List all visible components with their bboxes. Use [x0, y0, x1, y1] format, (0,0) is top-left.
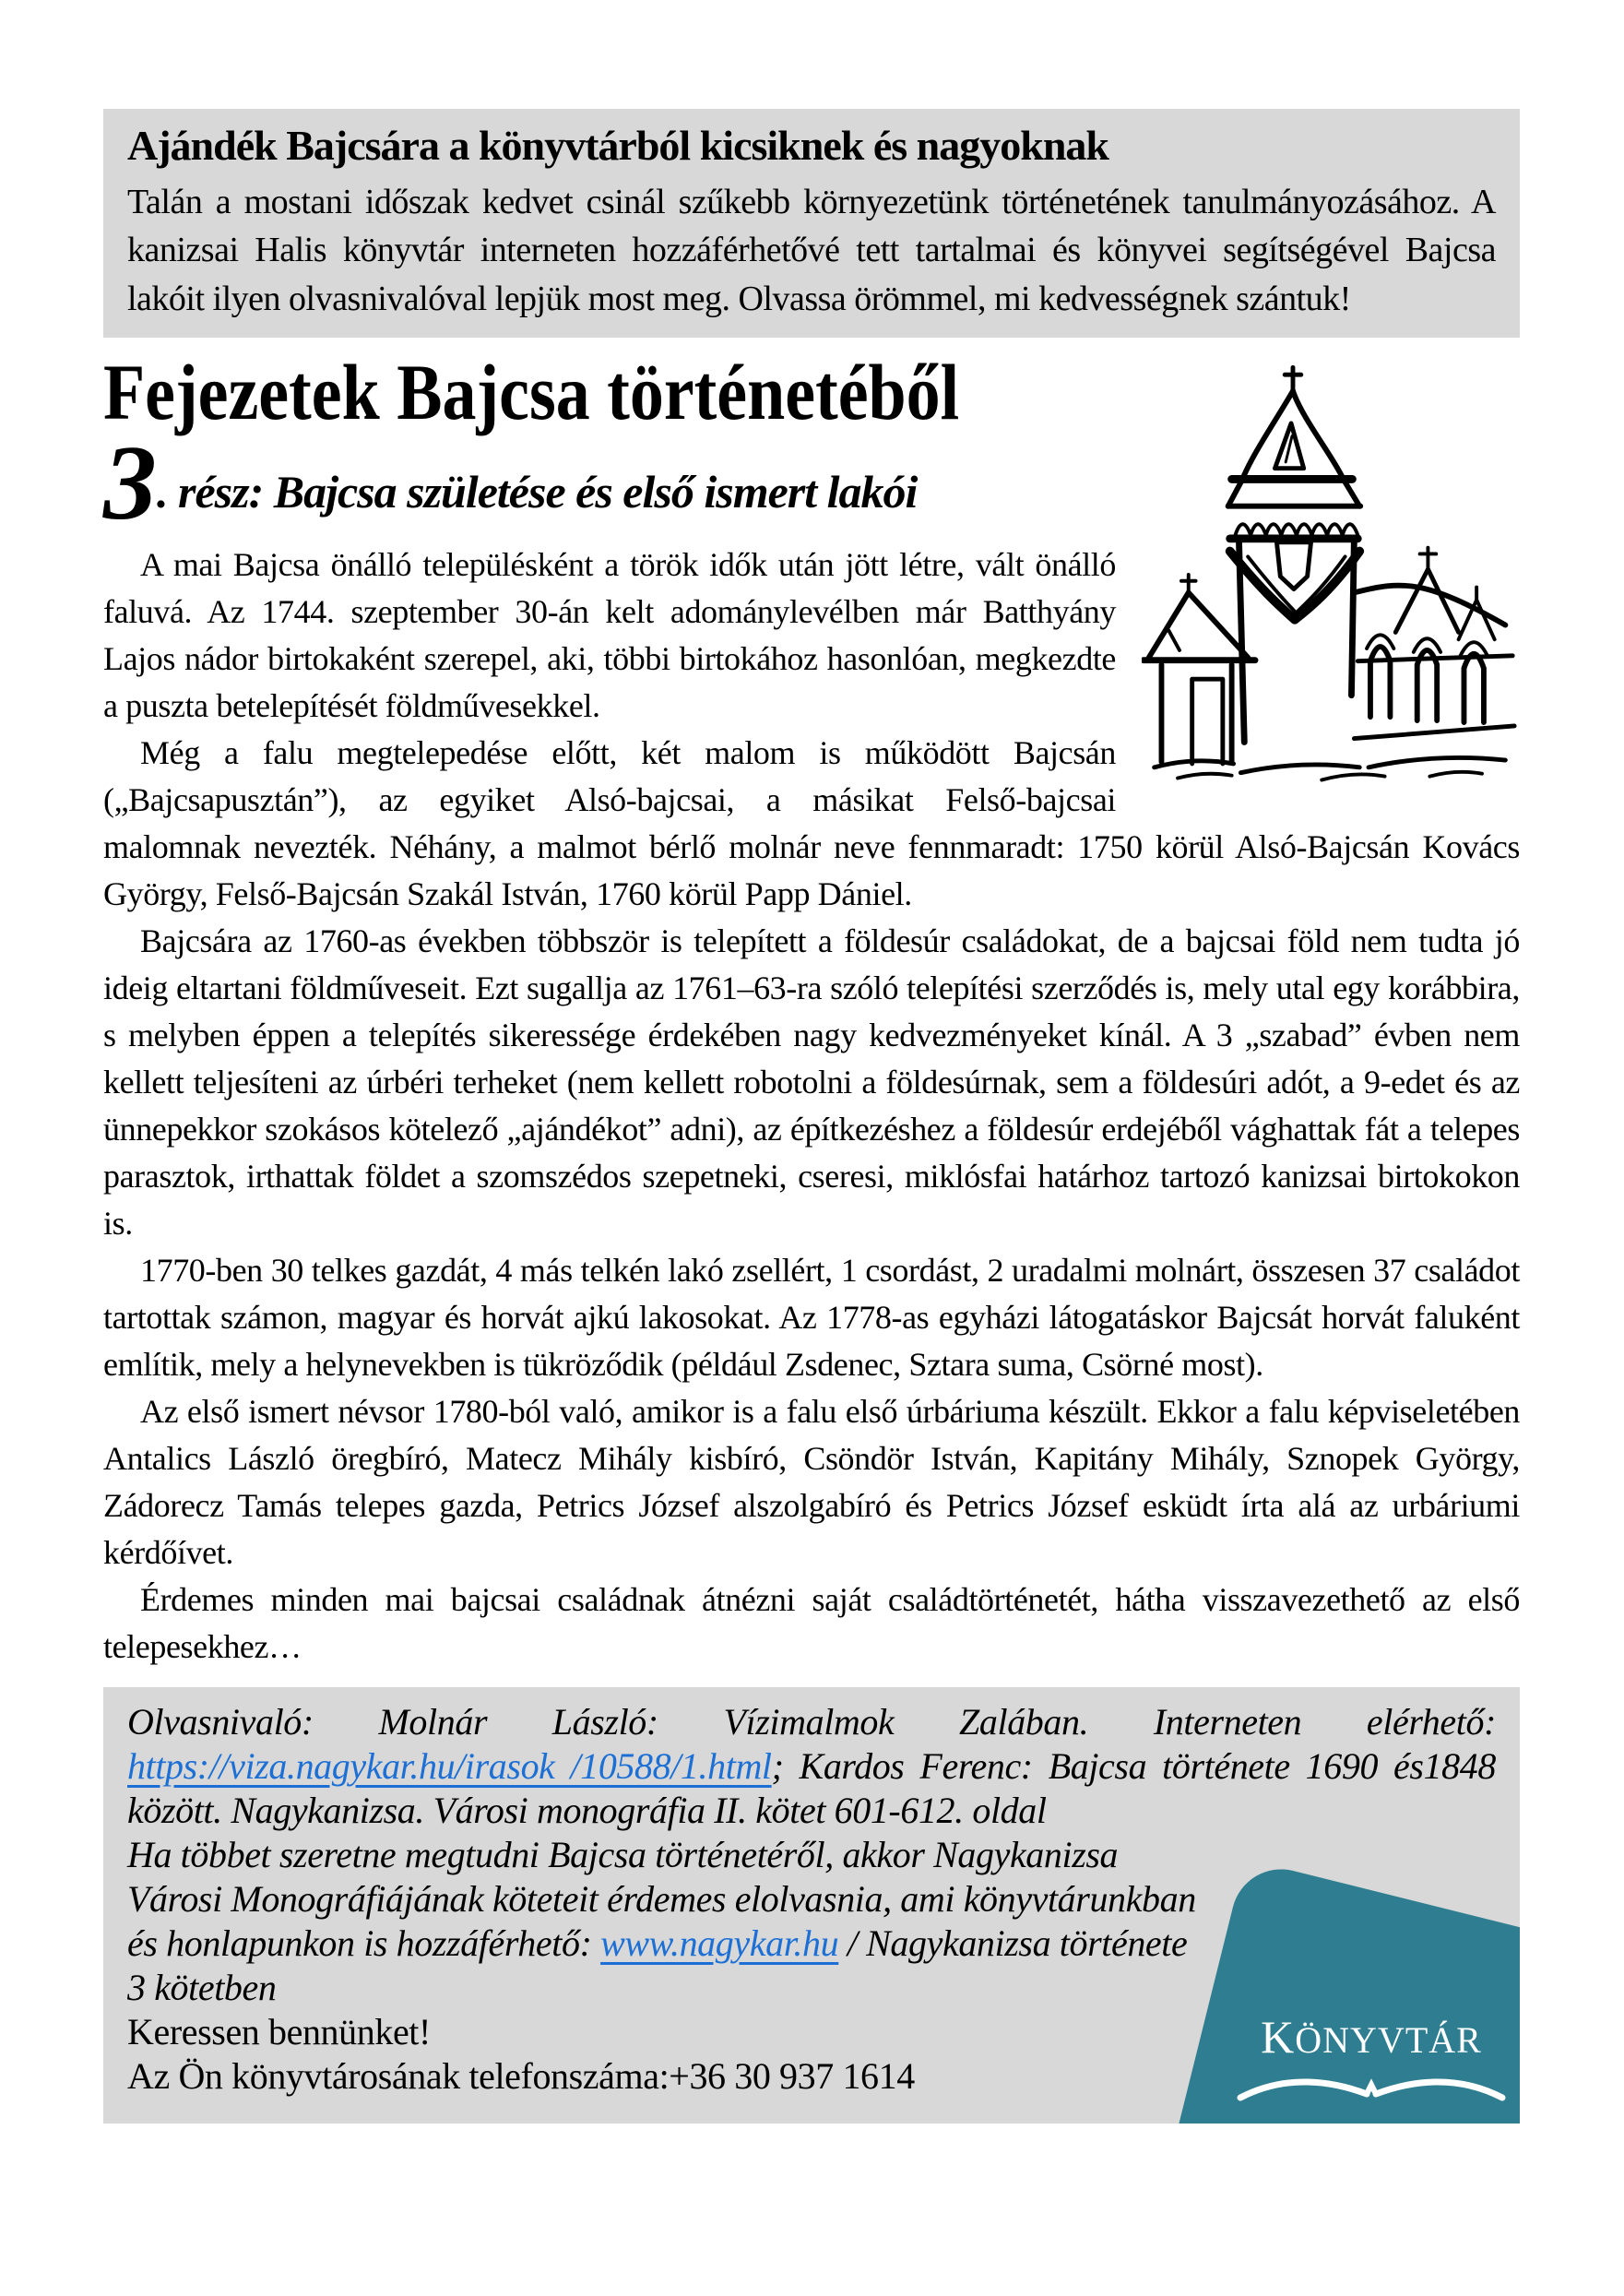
intro-box	[103, 109, 1520, 338]
part-title: . rész: Bajcsa születése és első ismert lakói	[157, 466, 918, 518]
more-prefix: Ha többet szeretne megtudni Bajcsa történetéről, akkor Nagykanizsa Városi Monográfiájának köteteit érdemes elolvasnia, ami könyvtárunkban és honlapunkon is hozzáférhető:	[127, 1834, 1196, 1964]
part-number: 3	[103, 424, 157, 543]
footer-box	[103, 1687, 1520, 2124]
intro-title: Ajándék Bajcsára a könyvtárból kicsiknek és nagyoknak	[127, 122, 1108, 169]
paragraph-6: Érdemes minden mai bajcsai családnak átnézni saját családtörténetét, hátha visszavezethető az első telepesekhez…	[103, 1581, 1520, 1665]
phone-line: Az Ön könyvtárosának telefonszáma:+36 30 937 1614	[127, 2055, 915, 2097]
paragraph-1: A mai Bajcsa önálló településként a török idők után jött létre, vált önálló faluvá. Az 1744. szeptember 30-án kelt adománylevélben már Batthyány Lajos nádor birtokaként szerepel, aki, többi birtokához hasonlóan, megkezdte a puszta betelepítését földművesekkel.	[103, 546, 1116, 724]
intro-body: Talán a mostani időszak kedvet csinál szűkebb környezetünk történetének tanulmányozásához. A kanizsai Halis könyvtár interneten hozzáférhetővé tett tartalmai és könyvei segítségével Bajcsa lakóit ilyen olvasnivalóval lepjük most meg. Olvassa örömmel, mi kedvességnek szántuk!	[127, 182, 1496, 318]
library-logo	[1233, 2012, 1510, 2107]
logo-text: KÖNYVTÁR	[1261, 2011, 1482, 2063]
article	[103, 348, 1520, 1671]
reading-list	[127, 1700, 1496, 1833]
reading-prefix: Olvasnivaló: Molnár László: Vízimalmok Zalában. Interneten elérhető:	[127, 1701, 1496, 1743]
more-suffix: / Nagykanizsa története 3 kötetben	[127, 1922, 1188, 2008]
paragraph-2: Még a falu megtelepedése előtt, két malom is működött Bajcsán („Bajcsapusztán”), az egyiket Alsó-bajcsai, a másikat Felső-bajcsai malomnak nevezték. Néhány, a malmot bérlő molnár neve fennmaradt: 1750 körül Alsó-Bajcsán Kovács György, Felső-Bajcsán Szakál István, 1760 körül Papp Dániel.	[103, 734, 1520, 912]
seek-us: Keressen bennünket!	[127, 2011, 431, 2052]
reading-middle: ; Kardos Ferenc: Bajcsa története 1690 és1848 között. Nagykanizsa. Városi monográfia II. kötet 601-612. oldal	[127, 1745, 1496, 1831]
paragraph-5: Az első ismert névsor 1780-ból való, amikor is a falu első úrbáriuma készült. Ekkor a falu képviseletében Antalics László öregbíró, Matecz Mihály kisbíró, Csöndör István, Kapitány Mihály, Sznopek György, Zádorecz Tamás telepes gazda, Petrics József alszolgabíró és Petrics József esküdt írta alá az urbáriumi kérdőívet.	[103, 1393, 1520, 1571]
open-book-icon	[1233, 2064, 1510, 2107]
article-title: Fejezetek Bajcsa történetéből	[103, 348, 960, 437]
link-nagykar[interactable]: www.nagykar.hu	[600, 1922, 839, 1964]
paragraph-3: Bajcsára az 1760-as években többször is telepített a földesúr családokat, de a bajcsai föld nem tudta jó ideig eltartani földműveseit. Ezt sugallja az 1761–63-ra szóló telepítési szerződés is, mely utal egy korábbira, s melyben éppen a telepítés sikeressége érdekében nagy kedvezményeket kínál. A 3 „szabad” évben nem kellett teljesíteni az úrbéri terheket (nem kellett robotolni a földesúrnak, sem a földesúri adót, a 9-edet és az ünnepekkor szokásos kötelező „ajándékot” adni), az építkezéshez a földesúr erdejéből vághattak fát a telepes parasztok, irthattak földet a szomszédos szepetneki, cseresi, miklósfai határhoz tartozó kanizsai birtokokon is.	[103, 922, 1520, 1242]
paragraph-4: 1770-ben 30 telkes gazdát, 4 más telkén lakó zsellért, 1 csordást, 2 uradalmi molnárt, összesen 37 családot tartottak számon, magyar és horvát ajkú lakosokat. Az 1778-as egyházi látogatáskor Bajcsát horvát faluként említik, mely a helynevekben is tükröződik (például Zsdenec, Sztara suma, Csörné most).	[103, 1252, 1520, 1383]
link-vizimalmok[interactable]: https://viza.nagykar.hu/irasok /10588/1.html	[127, 1745, 772, 1787]
